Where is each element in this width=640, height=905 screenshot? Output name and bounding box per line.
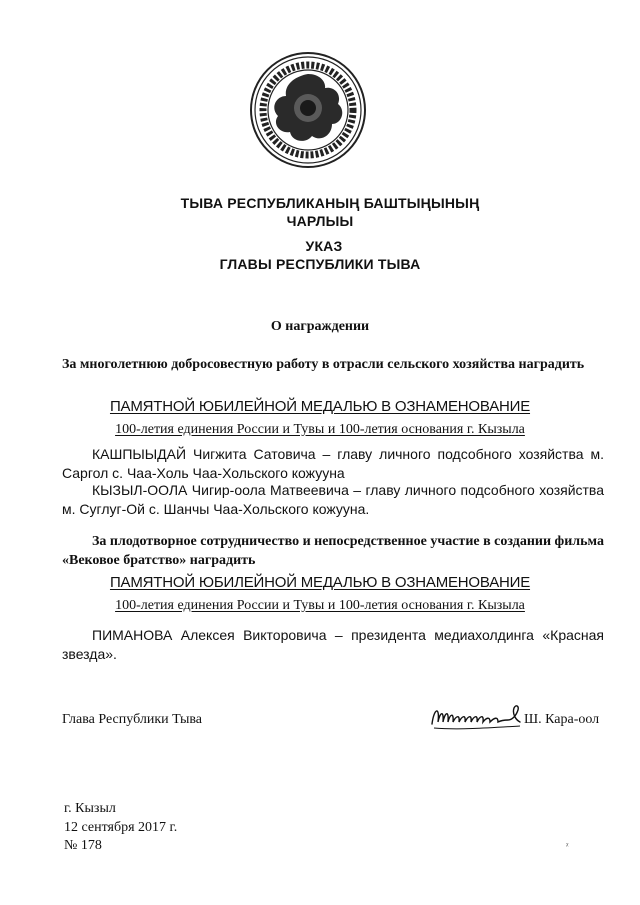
- page-title: О награждении: [270, 319, 370, 334]
- signature-position: Глава Республики Тыва: [62, 712, 203, 727]
- section2-intro: За плодотворное сотрудничество и непосредственное участие в создании фильма «Вековое братство» наградить: [62, 534, 604, 568]
- section1-medal-line-1: ПАМЯТНОЙ ЮБИЛЕЙНОЙ МЕДАЛЬЮ В ОЗНАМЕНОВАНИЕ: [109, 398, 531, 415]
- footer-date: 12 сентября 2017 г.: [64, 820, 178, 835]
- section2-medal-line-1: ПАМЯТНОЙ ЮБИЛЕЙНОЙ МЕДАЛЬЮ В ОЗНАМЕНОВАНИЕ: [109, 574, 531, 591]
- section1-person-2: КЫЗЫЛ-ООЛА Чигир-оола Матвеевича – главу личного подсобного хозяйства м. Суглуг-Ой с. Шанчы Чаа-Хольского кожууна.: [62, 482, 604, 517]
- section2-medal-line-2: 100-летия единения России и Тувы и 100-летия основания г. Кызыла: [115, 598, 525, 613]
- signatory-name: Ш. Кара-оол: [524, 712, 600, 727]
- tuva-coat-of-arms-icon: [248, 50, 368, 170]
- section1-person-1: КАШПЫЫДАЙ Чигжита Сатовича – главу личного подсобного хозяйства м. Саргол с. Чаа-Холь Чаа-Хольского кожууна: [62, 446, 604, 481]
- footer-city: г. Кызыл: [64, 801, 116, 816]
- footer-number: № 178: [64, 838, 102, 853]
- handwritten-signature-icon: [428, 698, 528, 734]
- section1-medal-line-2: 100-летия единения России и Тувы и 100-летия основания г. Кызыла: [115, 422, 525, 437]
- section1-intro: За многолетнюю добросовестную работу в отрасли сельского хозяйства наградить: [62, 357, 585, 372]
- header-line-2: ЧАРЛЫЫ: [286, 213, 354, 229]
- header-line-3: УКАЗ: [305, 238, 343, 254]
- header-line-4: ГЛАВЫ РЕСПУБЛИКИ ТЫВА: [219, 256, 421, 272]
- header-line-1: ТЫВА РЕСПУБЛИКАНЫҢ БАШТЫҢЫНЫҢ: [180, 195, 480, 211]
- section2-person-1: ПИМАНОВА Алексея Викторовича – президента медиахолдинга «Красная звезда».: [62, 627, 604, 662]
- scan-mark: ᵡ: [566, 840, 569, 850]
